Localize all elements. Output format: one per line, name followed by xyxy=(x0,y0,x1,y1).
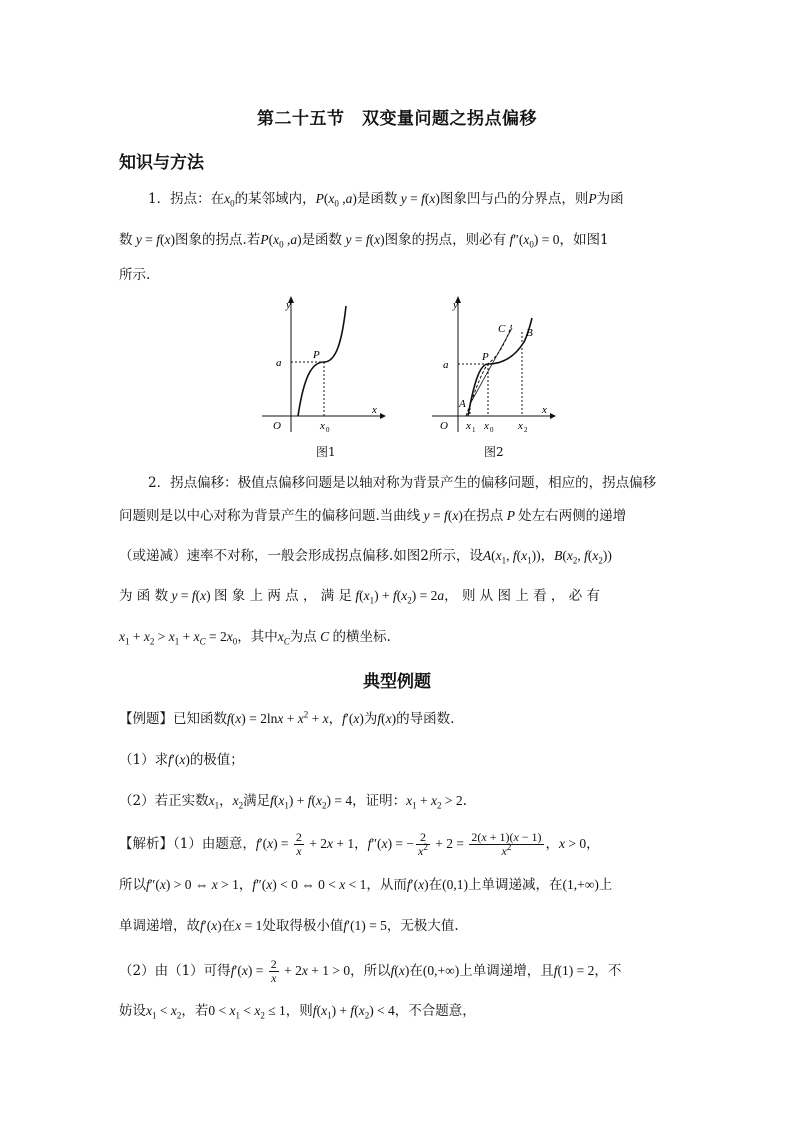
figure-1 xyxy=(258,292,388,440)
solution-line4: （2）由（1）可得f′(x) = $\frac{2}{x}$ + 2x + 1 > 0，所以f(x)在(0,+∞)上单调递增，且f(1) = 2，不 xyxy=(119,957,622,985)
figure-1-caption: 图1 xyxy=(316,445,336,459)
p2-line5: $x_1 + x_2 > x_1 + x_C = 2x_0$，其中$x_C$为点 C 的横坐标. xyxy=(119,629,391,647)
label-x: x xyxy=(372,404,377,416)
label-P: P xyxy=(482,351,489,363)
x-axis-arrow xyxy=(380,413,386,419)
p1-line2: 数 y = f(x)图象的拐点.若$P(x_0$ ,a)是函数 y = f(x)图象的拐点，则必有 $f''(x_0) = 0$，如图1 xyxy=(119,232,609,250)
label-C: C xyxy=(498,323,506,335)
section-heading-knowledge: 知识与方法 xyxy=(119,153,204,173)
label-x: x xyxy=(542,404,547,416)
question-1: （1）求f′(x)的极值； xyxy=(119,752,244,768)
p2-line3: （或递减）速率不对称，一般会形成拐点偏移.如图2所示，设$A(x_1$, $f(x_1)$)，$B(x_2$, $f(x_2)$) xyxy=(119,548,612,566)
chord-AC xyxy=(470,328,512,404)
label-x0: x xyxy=(484,420,489,432)
label-x2-sub: 2 xyxy=(524,426,528,434)
example-line1: 【例题】已知函数$f(x) = 2\ln x + x^2 + x$，f′(x)为f(x)的导函数. xyxy=(119,709,455,727)
p2-line2: 问题则是以中心对称为背景产生的偏移问题.当曲线 y = f(x)在拐点 P 处左右两侧的递增 xyxy=(119,508,627,524)
label-x2: x xyxy=(518,420,523,432)
label-A: A xyxy=(459,398,466,410)
p2-line4: 为 函 数 y = f(x) 图 象 上 两 点 ， 满 足 $f(x_1) + f(x_2) = 2a$， 则 从 图 上 看 ， 必 有 xyxy=(119,588,600,606)
label-a: a xyxy=(276,357,282,369)
label-x1-sub: 1 xyxy=(472,426,476,434)
p1-line1: 1．拐点：在$x_0$的某邻域内，$P(x_0$ ,a)是函数 y = f(x)图象凹与凸的分界点，则P为函 xyxy=(148,191,624,209)
x-axis-arrow xyxy=(550,413,556,419)
label-y: y xyxy=(453,299,458,311)
solution-line1: 【解析】（1）由题意，f′(x) = $\frac{2}{x}$ + 2x + 1，f″(x) = − $\frac{2}{x^2}$ + 2 = $\frac{2(x + 1)(x - 1)}{x^2}$ ，x > 0， xyxy=(119,830,600,858)
label-x0-sub: 0 xyxy=(490,426,494,434)
figure-2 xyxy=(428,292,558,440)
label-a: a xyxy=(443,359,449,371)
label-origin: O xyxy=(273,420,281,432)
label-B: B xyxy=(526,327,533,339)
page-title: 第二十五节 双变量问题之拐点偏移 xyxy=(257,109,537,129)
p1-line3: 所示. xyxy=(119,267,151,283)
label-x0: x xyxy=(320,420,325,432)
solution-line5: 妨设$x_1 < x_2$，若$0 < x_1 < x_2 \le 1$，则$f(x_1) + f(x_2) < 4$，不合题意， xyxy=(119,1003,476,1021)
solution-line3: 单调递增，故f′(x)在x = 1处取得极小值f′(1) = 5，无极大值. xyxy=(119,918,459,934)
label-y: y xyxy=(286,299,291,311)
section-heading-examples: 典型例题 xyxy=(363,672,431,692)
label-P: P xyxy=(313,349,320,361)
label-x1: x xyxy=(466,420,471,432)
label-x0-sub: 0 xyxy=(326,426,330,434)
solution-line2: 所以f″(x) > 0 ⇔ x > 1，f″(x) < 0 ⇔ 0 < x < 1，从而f′(x)在(0,1)上单调递减，在(1,+∞)上 xyxy=(119,877,613,893)
p2-line1: 2．拐点偏移：极值点偏移问题是以轴对称为背景产生的偏移问题，相应的，拐点偏移 xyxy=(148,475,657,491)
label-origin: O xyxy=(440,420,448,432)
question-2: （2）若正实数$x_1$，$x_2$满足$f(x_1) + f(x_2) = 4$，证明：$x_1 + x_2 > 2$. xyxy=(119,793,467,811)
curve xyxy=(298,306,346,416)
figure-2-caption: 图2 xyxy=(484,445,504,459)
